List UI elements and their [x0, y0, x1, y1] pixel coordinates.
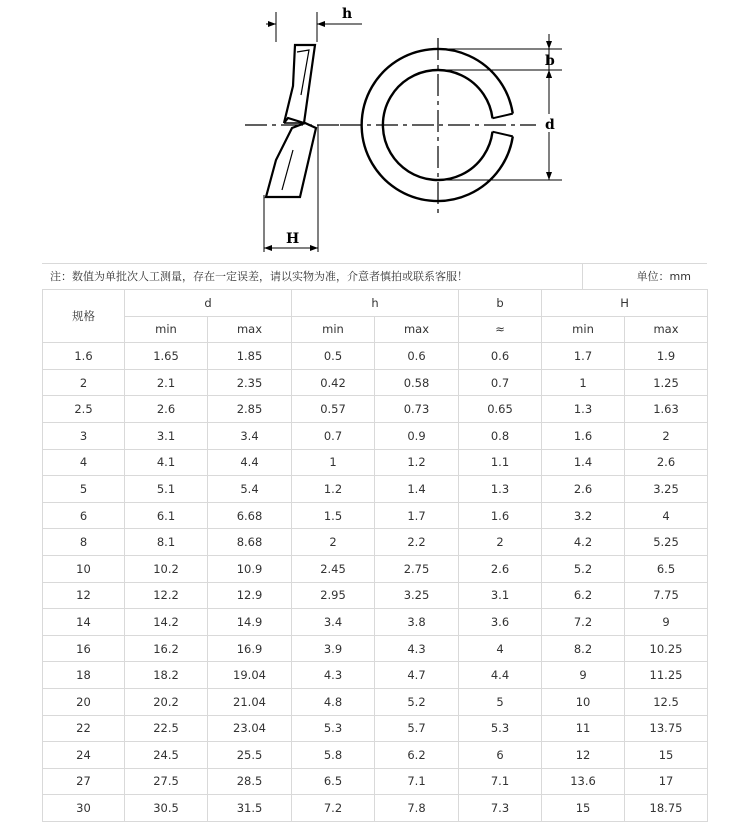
- cell-spec: 12: [43, 582, 125, 609]
- table-subheader-row: [43, 316, 708, 343]
- cell-spec: 20: [43, 688, 125, 715]
- cell-spec: 2.5: [43, 396, 125, 423]
- table-row: [43, 555, 708, 582]
- cell-spec: 2: [43, 369, 125, 396]
- cell-d-min: 16.2: [125, 635, 208, 662]
- cell-h-max: 4.7: [375, 662, 459, 689]
- dim-label-d: d: [545, 117, 555, 133]
- dim-label-b: b: [545, 53, 555, 69]
- cell-spec: 10: [43, 555, 125, 582]
- cell-h-max: 1.7: [375, 502, 459, 529]
- cell-spec: 3: [43, 422, 125, 449]
- header-h: h: [292, 290, 459, 317]
- cell-spec: 24: [43, 742, 125, 769]
- cell-h-max: 0.6: [375, 343, 459, 370]
- cell-d-max: 6.68: [208, 502, 292, 529]
- table-row: [43, 742, 708, 769]
- cell-h-min: 0.57: [292, 396, 375, 423]
- cell-h-min: 2.45: [292, 555, 375, 582]
- cell-d-max: 16.9: [208, 635, 292, 662]
- cell-h-max: 1.2: [375, 449, 459, 476]
- header-d: d: [125, 290, 292, 317]
- measurement-notice-bar: [42, 263, 707, 290]
- cell-H-min: 8.2: [542, 635, 625, 662]
- cell-h-min: 5.8: [292, 742, 375, 769]
- header-H: H: [542, 290, 708, 317]
- cell-H-max: 4: [625, 502, 708, 529]
- cell-h-max: 7.1: [375, 768, 459, 795]
- subheader-b-approx: ≈: [459, 316, 542, 343]
- cell-b: 0.8: [459, 422, 542, 449]
- cell-b: 6: [459, 742, 542, 769]
- cell-h-max: 3.8: [375, 609, 459, 636]
- subheader-d-min: min: [125, 316, 208, 343]
- cell-spec: 6: [43, 502, 125, 529]
- cell-h-min: 1.5: [292, 502, 375, 529]
- cell-H-max: 15: [625, 742, 708, 769]
- cell-d-min: 24.5: [125, 742, 208, 769]
- spec-table: [42, 289, 708, 822]
- cell-h-max: 2.2: [375, 529, 459, 556]
- cell-spec: 16: [43, 635, 125, 662]
- cell-h-max: 6.2: [375, 742, 459, 769]
- cell-H-min: 12: [542, 742, 625, 769]
- cell-d-min: 8.1: [125, 529, 208, 556]
- cell-h-max: 2.75: [375, 555, 459, 582]
- cell-H-min: 4.2: [542, 529, 625, 556]
- cell-d-min: 12.2: [125, 582, 208, 609]
- cell-H-max: 5.25: [625, 529, 708, 556]
- cell-H-max: 18.75: [625, 795, 708, 822]
- cell-d-min: 3.1: [125, 422, 208, 449]
- cell-spec: 30: [43, 795, 125, 822]
- cell-d-max: 19.04: [208, 662, 292, 689]
- table-row: [43, 795, 708, 822]
- cell-h-min: 3.4: [292, 609, 375, 636]
- cell-b: 4: [459, 635, 542, 662]
- table-row: [43, 343, 708, 370]
- washer-side-view: [245, 6, 362, 252]
- cell-d-min: 2.1: [125, 369, 208, 396]
- cell-b: 7.1: [459, 768, 542, 795]
- cell-d-min: 2.6: [125, 396, 208, 423]
- cell-b: 3.6: [459, 609, 542, 636]
- cell-d-max: 25.5: [208, 742, 292, 769]
- cell-h-min: 1: [292, 449, 375, 476]
- cell-h-max: 0.9: [375, 422, 459, 449]
- cell-H-max: 10.25: [625, 635, 708, 662]
- cell-d-max: 5.4: [208, 476, 292, 503]
- cell-h-max: 7.8: [375, 795, 459, 822]
- cell-h-max: 1.4: [375, 476, 459, 503]
- cell-H-min: 1: [542, 369, 625, 396]
- cell-H-min: 3.2: [542, 502, 625, 529]
- cell-d-min: 1.65: [125, 343, 208, 370]
- cell-d-max: 23.04: [208, 715, 292, 742]
- cell-b: 2: [459, 529, 542, 556]
- cell-d-max: 4.4: [208, 449, 292, 476]
- cell-b: 1.3: [459, 476, 542, 503]
- notice-divider: [582, 264, 583, 289]
- table-row: [43, 449, 708, 476]
- cell-H-min: 1.7: [542, 343, 625, 370]
- cell-h-min: 0.7: [292, 422, 375, 449]
- cell-H-min: 5.2: [542, 555, 625, 582]
- table-row: [43, 529, 708, 556]
- spring-washer-drawing: [0, 0, 750, 262]
- cell-H-max: 2.6: [625, 449, 708, 476]
- table-row: [43, 715, 708, 742]
- cell-H-max: 11.25: [625, 662, 708, 689]
- table-row: [43, 688, 708, 715]
- cell-H-min: 7.2: [542, 609, 625, 636]
- cell-d-max: 28.5: [208, 768, 292, 795]
- table-row: [43, 582, 708, 609]
- subheader-H-max: max: [625, 316, 708, 343]
- cell-b: 2.6: [459, 555, 542, 582]
- cell-H-min: 1.6: [542, 422, 625, 449]
- table-row: [43, 635, 708, 662]
- cell-spec: 5: [43, 476, 125, 503]
- cell-h-min: 0.5: [292, 343, 375, 370]
- cell-spec: 27: [43, 768, 125, 795]
- cell-b: 5.3: [459, 715, 542, 742]
- table-row: [43, 476, 708, 503]
- cell-spec: 14: [43, 609, 125, 636]
- cell-d-max: 3.4: [208, 422, 292, 449]
- subheader-h-max: max: [375, 316, 459, 343]
- dim-label-H: H: [286, 231, 300, 247]
- cell-b: 1.1: [459, 449, 542, 476]
- cell-d-max: 2.85: [208, 396, 292, 423]
- cell-spec: 22: [43, 715, 125, 742]
- cell-H-max: 12.5: [625, 688, 708, 715]
- cell-d-min: 20.2: [125, 688, 208, 715]
- cell-H-min: 15: [542, 795, 625, 822]
- cell-h-min: 2: [292, 529, 375, 556]
- cell-d-max: 10.9: [208, 555, 292, 582]
- cell-d-max: 12.9: [208, 582, 292, 609]
- header-b: b: [459, 290, 542, 317]
- cell-b: 0.6: [459, 343, 542, 370]
- cell-h-min: 4.3: [292, 662, 375, 689]
- cell-H-min: 13.6: [542, 768, 625, 795]
- cell-d-max: 21.04: [208, 688, 292, 715]
- cell-d-max: 31.5: [208, 795, 292, 822]
- cell-h-min: 0.42: [292, 369, 375, 396]
- cell-spec: 4: [43, 449, 125, 476]
- table-row: [43, 502, 708, 529]
- cell-d-min: 4.1: [125, 449, 208, 476]
- table-row: [43, 422, 708, 449]
- cell-h-min: 1.2: [292, 476, 375, 503]
- cell-d-min: 18.2: [125, 662, 208, 689]
- cell-h-min: 3.9: [292, 635, 375, 662]
- cell-H-max: 1.63: [625, 396, 708, 423]
- cell-h-max: 4.3: [375, 635, 459, 662]
- cell-d-min: 10.2: [125, 555, 208, 582]
- cell-b: 0.65: [459, 396, 542, 423]
- cell-b: 4.4: [459, 662, 542, 689]
- measurement-disclaimer: 注：数值为单批次人工测量，存在一定误差，请以实物为准，介意者慎拍或联系客服！: [50, 270, 468, 283]
- table-row: [43, 662, 708, 689]
- cell-h-min: 2.95: [292, 582, 375, 609]
- cell-h-min: 5.3: [292, 715, 375, 742]
- cell-H-min: 11: [542, 715, 625, 742]
- cell-d-min: 22.5: [125, 715, 208, 742]
- cell-H-max: 1.25: [625, 369, 708, 396]
- cell-d-max: 1.85: [208, 343, 292, 370]
- cell-h-min: 7.2: [292, 795, 375, 822]
- cell-H-min: 2.6: [542, 476, 625, 503]
- cell-d-min: 30.5: [125, 795, 208, 822]
- cell-h-max: 5.7: [375, 715, 459, 742]
- cell-d-min: 6.1: [125, 502, 208, 529]
- cell-h-min: 6.5: [292, 768, 375, 795]
- cell-H-max: 7.75: [625, 582, 708, 609]
- cell-h-max: 3.25: [375, 582, 459, 609]
- table-row: [43, 396, 708, 423]
- cell-H-max: 3.25: [625, 476, 708, 503]
- cell-d-max: 8.68: [208, 529, 292, 556]
- cell-b: 1.6: [459, 502, 542, 529]
- cell-H-min: 1.3: [542, 396, 625, 423]
- cell-d-min: 14.2: [125, 609, 208, 636]
- cell-b: 0.7: [459, 369, 542, 396]
- subheader-h-min: min: [292, 316, 375, 343]
- cell-spec: 8: [43, 529, 125, 556]
- table-row: [43, 609, 708, 636]
- cell-H-max: 17: [625, 768, 708, 795]
- cell-H-min: 6.2: [542, 582, 625, 609]
- unit-label: 单位：mm: [636, 270, 691, 283]
- cell-spec: 1.6: [43, 343, 125, 370]
- cell-b: 3.1: [459, 582, 542, 609]
- cell-H-min: 10: [542, 688, 625, 715]
- cell-H-min: 9: [542, 662, 625, 689]
- cell-h-min: 4.8: [292, 688, 375, 715]
- cell-h-max: 0.73: [375, 396, 459, 423]
- cell-H-max: 1.9: [625, 343, 708, 370]
- cell-b: 5: [459, 688, 542, 715]
- cell-H-max: 6.5: [625, 555, 708, 582]
- washer-front-view: [340, 34, 562, 218]
- cell-h-max: 5.2: [375, 688, 459, 715]
- cell-d-min: 5.1: [125, 476, 208, 503]
- subheader-H-min: min: [542, 316, 625, 343]
- cell-H-min: 1.4: [542, 449, 625, 476]
- table-row: [43, 768, 708, 795]
- cell-h-max: 0.58: [375, 369, 459, 396]
- washer-technical-drawing: [0, 0, 750, 262]
- table-row: [43, 369, 708, 396]
- cell-d-max: 14.9: [208, 609, 292, 636]
- dim-label-h: h: [342, 6, 353, 22]
- header-spec: 规格: [43, 290, 125, 343]
- cell-d-max: 2.35: [208, 369, 292, 396]
- cell-H-max: 13.75: [625, 715, 708, 742]
- cell-d-min: 27.5: [125, 768, 208, 795]
- cell-H-max: 2: [625, 422, 708, 449]
- cell-H-max: 9: [625, 609, 708, 636]
- cell-spec: 18: [43, 662, 125, 689]
- cell-b: 7.3: [459, 795, 542, 822]
- table-header-row: [43, 290, 708, 317]
- subheader-d-max: max: [208, 316, 292, 343]
